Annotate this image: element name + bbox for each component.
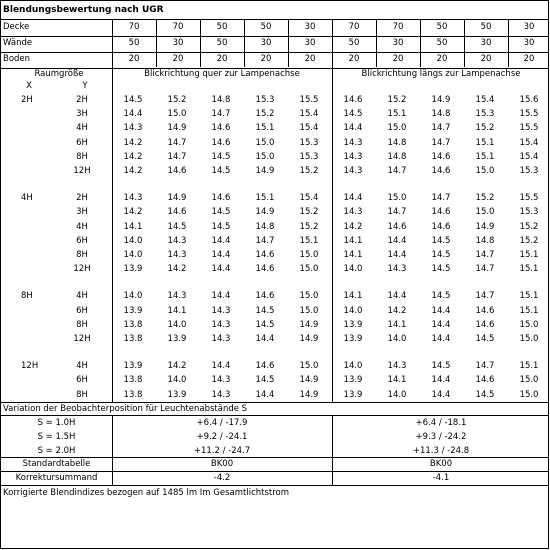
ugr-value: 14.4 xyxy=(431,389,451,400)
room-size-label: Raumgröße xyxy=(34,69,84,79)
reflectance-value: 20 xyxy=(260,54,272,64)
correction-label: Korrektursummand xyxy=(15,473,98,483)
ugr-value: 14.8 xyxy=(475,235,495,246)
ugr-value: 15.2 xyxy=(299,207,319,218)
ugr-value: 14.5 xyxy=(431,264,451,275)
ugr-value: 15.3 xyxy=(299,137,319,148)
ugr-value: 15.3 xyxy=(255,95,275,105)
ugr-value: 14.4 xyxy=(343,123,363,134)
reflectance-label: Wände xyxy=(3,38,33,48)
ugr-value: 14.4 xyxy=(123,109,143,120)
ugr-value: 15.2 xyxy=(299,166,319,176)
table-title: Blendungsbewertung nach UGR xyxy=(3,5,164,15)
ugr-value: 15.5 xyxy=(299,95,319,105)
ugr-value: 14.0 xyxy=(167,375,187,386)
row-y-value: 6H xyxy=(76,305,88,316)
ugr-value: 14.5 xyxy=(211,166,231,176)
standard-label: Standardtabelle xyxy=(22,459,91,469)
ugr-value: 14.2 xyxy=(123,207,143,218)
reflectance-value: 20 xyxy=(172,54,184,64)
ugr-value: 15.3 xyxy=(519,166,539,176)
row-y-value: 8H xyxy=(76,250,88,260)
ugr-value: 15.3 xyxy=(519,207,539,218)
ugr-value: 14.4 xyxy=(431,305,451,316)
ugr-value: 14.6 xyxy=(211,137,231,148)
ugr-value: 14.8 xyxy=(387,151,407,162)
reflectance-col-divider xyxy=(420,19,421,67)
ugr-value: 15.0 xyxy=(299,361,319,372)
ugr-value: 15.4 xyxy=(475,95,495,105)
ugr-value: 14.4 xyxy=(255,334,275,344)
reflectance-value: 20 xyxy=(523,54,535,64)
spacing-label: S = 1.0H xyxy=(37,418,76,428)
ugr-value: 14.4 xyxy=(343,193,363,204)
ugr-value: 14.5 xyxy=(211,207,231,218)
ugr-value: 14.2 xyxy=(343,221,363,232)
ugr-value: 14.4 xyxy=(387,235,407,246)
reflectance-value: 70 xyxy=(392,22,404,32)
ugr-value: 14.0 xyxy=(123,250,143,260)
ugr-value: 14.9 xyxy=(299,389,319,400)
row-x-value: 12H xyxy=(21,361,39,372)
ugr-value: 14.7 xyxy=(431,137,451,148)
ugr-value: 14.6 xyxy=(211,123,231,134)
ugr-value: 14.9 xyxy=(299,334,319,344)
reflectance-value: 50 xyxy=(128,38,140,48)
reflectance-value: 20 xyxy=(348,54,360,64)
ugr-value: 15.0 xyxy=(519,375,539,386)
ugr-value: 15.0 xyxy=(475,166,495,176)
ugr-value: 15.4 xyxy=(299,123,319,134)
row-y-value: 3H xyxy=(76,109,88,120)
ugr-value: 13.9 xyxy=(343,375,363,386)
ugr-value: 14.0 xyxy=(387,334,407,344)
row-y-value: 12H xyxy=(73,264,91,275)
ugr-value: 13.9 xyxy=(343,389,363,400)
row-y-value: 8H xyxy=(76,151,88,162)
reflectance-value: 20 xyxy=(392,54,404,64)
ugr-value: 14.4 xyxy=(387,291,407,302)
ugr-value: 14.2 xyxy=(123,166,143,176)
variation-quer: +6.4 / -17.9 xyxy=(196,418,248,428)
ugr-value: 14.3 xyxy=(211,319,231,330)
reflectance-col-divider xyxy=(112,19,113,67)
ugr-value: 14.5 xyxy=(343,109,363,120)
ugr-value: 13.9 xyxy=(123,264,143,275)
row-y-value: 8H xyxy=(76,319,88,330)
quer-header: Blickrichtung quer zur Lampenachse xyxy=(144,69,300,79)
ugr-value: 14.4 xyxy=(431,334,451,344)
ugr-value: 15.4 xyxy=(519,137,539,148)
ugr-value: 15.1 xyxy=(475,151,495,162)
ugr-value: 14.6 xyxy=(167,166,187,176)
variation-laengs: +9.3 / -24.2 xyxy=(415,432,467,442)
ugr-value: 14.5 xyxy=(475,334,495,344)
ugr-value: 14.8 xyxy=(255,221,275,232)
ugr-value: 15.5 xyxy=(519,123,539,134)
ugr-value: 14.8 xyxy=(387,137,407,148)
ugr-value: 13.9 xyxy=(123,361,143,372)
ugr-value: 14.6 xyxy=(387,221,407,232)
ugr-value: 14.2 xyxy=(387,305,407,316)
reflectance-value: 30 xyxy=(523,38,535,48)
row-y-value: 6H xyxy=(76,137,88,148)
reflectance-value: 30 xyxy=(392,38,404,48)
ugr-value: 14.5 xyxy=(255,319,275,330)
standard-quer: BK00 xyxy=(210,459,234,469)
reflectance-col-divider xyxy=(464,19,465,67)
ugr-value: 14.6 xyxy=(475,375,495,386)
ugr-value: 14.9 xyxy=(255,166,275,176)
ugr-value: 14.0 xyxy=(123,291,143,302)
ugr-value: 14.5 xyxy=(167,221,187,232)
ugr-value: 15.6 xyxy=(519,95,539,105)
ugr-value: 14.3 xyxy=(343,137,363,148)
ugr-value: 13.9 xyxy=(123,305,143,316)
reflectance-col-divider xyxy=(200,19,201,67)
ugr-value: 15.2 xyxy=(519,235,539,246)
ugr-value: 15.0 xyxy=(255,151,275,162)
ugr-value: 15.2 xyxy=(299,221,319,232)
ugr-value: 14.3 xyxy=(167,250,187,260)
ugr-value: 14.5 xyxy=(123,95,143,105)
ugr-value: 14.2 xyxy=(167,264,187,275)
ugr-value: 14.5 xyxy=(431,250,451,260)
ugr-value: 14.7 xyxy=(475,361,495,372)
reflectance-col-divider xyxy=(508,19,509,67)
correction-quer: -4.2 xyxy=(213,473,231,483)
row-y-value: 6H xyxy=(76,375,88,386)
x-header: X xyxy=(26,81,32,91)
ugr-value: 14.7 xyxy=(255,235,275,246)
ugr-value: 15.1 xyxy=(519,291,539,302)
ugr-value: 14.7 xyxy=(387,166,407,176)
row-y-value: 8H xyxy=(76,389,88,400)
ugr-value: 15.1 xyxy=(519,305,539,316)
main-col-divider xyxy=(332,67,333,403)
row-y-value: 2H xyxy=(76,193,88,204)
ugr-value: 13.9 xyxy=(167,334,187,344)
row-x-value: 8H xyxy=(21,291,33,302)
standard-laengs: BK00 xyxy=(429,459,453,469)
ugr-value: 15.5 xyxy=(519,109,539,120)
ugr-value: 14.7 xyxy=(475,250,495,260)
ugr-value: 14.3 xyxy=(211,305,231,316)
ugr-value: 15.2 xyxy=(519,221,539,232)
ugr-value: 14.6 xyxy=(255,361,275,372)
reflectance-value: 30 xyxy=(304,38,316,48)
ugr-value: 15.2 xyxy=(387,95,407,105)
ugr-value: 14.7 xyxy=(167,151,187,162)
reflectance-col-divider xyxy=(244,19,245,67)
ugr-value: 14.6 xyxy=(431,207,451,218)
ugr-value: 15.0 xyxy=(519,319,539,330)
ugr-value: 14.5 xyxy=(431,235,451,246)
ugr-value: 14.5 xyxy=(431,361,451,372)
reflectance-value: 50 xyxy=(216,38,228,48)
ugr-value: 14.1 xyxy=(343,291,363,302)
variation-quer: +9.2 / -24.1 xyxy=(196,432,248,442)
row-y-value: 4H xyxy=(76,361,88,372)
ugr-value: 14.6 xyxy=(431,166,451,176)
ugr-value: 13.9 xyxy=(343,334,363,344)
reflectance-col-divider xyxy=(156,19,157,67)
ugr-value: 15.2 xyxy=(167,95,187,105)
ugr-value: 15.0 xyxy=(299,291,319,302)
ugr-value: 14.4 xyxy=(211,361,231,372)
ugr-value: 14.4 xyxy=(211,291,231,302)
ugr-value: 15.1 xyxy=(475,137,495,148)
ugr-value: 14.6 xyxy=(255,264,275,275)
ugr-value: 14.3 xyxy=(123,123,143,134)
reflectance-value: 30 xyxy=(523,22,535,32)
reflectance-value: 20 xyxy=(304,54,316,64)
ugr-value: 14.4 xyxy=(431,319,451,330)
reflectance-value: 50 xyxy=(480,22,492,32)
ugr-value: 14.5 xyxy=(475,389,495,400)
row-y-value: 2H xyxy=(76,95,88,105)
ugr-value: 15.0 xyxy=(299,305,319,316)
ugr-value: 14.3 xyxy=(343,166,363,176)
ugr-value: 15.4 xyxy=(299,109,319,120)
ugr-value: 14.5 xyxy=(211,151,231,162)
reflectance-value: 30 xyxy=(260,38,272,48)
laengs-header: Blickrichtung längs zur Lampenachse xyxy=(361,69,521,79)
ugr-value: 14.5 xyxy=(431,291,451,302)
ugr-value: 14.0 xyxy=(387,389,407,400)
ugr-value: 14.3 xyxy=(211,375,231,386)
ugr-value: 14.6 xyxy=(431,151,451,162)
ugr-value: 15.2 xyxy=(255,109,275,120)
ugr-value: 14.5 xyxy=(255,375,275,386)
ugr-value: 14.9 xyxy=(475,221,495,232)
reflectance-label: Decke xyxy=(3,22,30,32)
ugr-value: 14.2 xyxy=(167,361,187,372)
ugr-value: 13.9 xyxy=(343,319,363,330)
ugr-value: 15.0 xyxy=(387,123,407,134)
row-y-value: 12H xyxy=(73,166,91,176)
row-x-value: 4H xyxy=(21,193,33,204)
ugr-value: 14.2 xyxy=(123,151,143,162)
ugr-value: 13.9 xyxy=(167,389,187,400)
reflectance-col-divider xyxy=(332,19,333,67)
ugr-value: 14.8 xyxy=(431,109,451,120)
ugr-value: 15.0 xyxy=(387,193,407,204)
spacing-label: S = 1.5H xyxy=(37,432,76,442)
row-y-value: 6H xyxy=(76,235,88,246)
ugr-value: 13.8 xyxy=(123,375,143,386)
reflectance-value: 50 xyxy=(260,22,272,32)
ugr-value: 14.5 xyxy=(211,221,231,232)
ugr-value: 14.3 xyxy=(343,207,363,218)
ugr-value: 14.3 xyxy=(387,361,407,372)
ugr-value: 14.6 xyxy=(431,221,451,232)
ugr-value: 14.6 xyxy=(255,250,275,260)
reflectance-value: 70 xyxy=(348,22,360,32)
main-col-divider xyxy=(112,67,113,403)
ugr-value: 14.9 xyxy=(167,123,187,134)
ugr-value: 14.0 xyxy=(343,361,363,372)
ugr-value: 14.4 xyxy=(211,235,231,246)
ugr-value: 15.0 xyxy=(299,250,319,260)
ugr-value: 14.6 xyxy=(475,305,495,316)
ugr-value: 15.3 xyxy=(475,109,495,120)
reflectance-value: 20 xyxy=(216,54,228,64)
row-y-value: 4H xyxy=(76,221,88,232)
ugr-value: 14.0 xyxy=(123,235,143,246)
ugr-value: 14.1 xyxy=(123,221,143,232)
variation-title: Variation der Beobachterposition für Leuchtenabstände S xyxy=(3,404,248,414)
ugr-value: 15.1 xyxy=(299,235,319,246)
ugr-value: 14.3 xyxy=(167,235,187,246)
ugr-value: 15.1 xyxy=(255,193,275,204)
ugr-value: 14.1 xyxy=(343,235,363,246)
ugr-value: 14.8 xyxy=(211,95,231,105)
ugr-value: 14.4 xyxy=(387,250,407,260)
ugr-value: 14.9 xyxy=(299,319,319,330)
spacing-label: S = 2.0H xyxy=(37,446,76,456)
ugr-value: 15.0 xyxy=(167,109,187,120)
reflectance-value: 50 xyxy=(216,22,228,32)
ugr-value: 14.1 xyxy=(167,305,187,316)
ugr-value: 14.3 xyxy=(167,291,187,302)
ugr-value: 14.3 xyxy=(343,151,363,162)
footer-divider xyxy=(1,485,548,486)
ugr-value: 14.7 xyxy=(167,137,187,148)
ugr-value: 14.2 xyxy=(123,137,143,148)
ugr-value: 14.0 xyxy=(343,264,363,275)
ugr-value: 14.0 xyxy=(343,305,363,316)
ugr-value: 14.6 xyxy=(475,319,495,330)
ugr-value: 14.7 xyxy=(475,291,495,302)
ugr-value: 14.3 xyxy=(123,193,143,204)
ugr-value: 15.1 xyxy=(519,361,539,372)
ugr-value: 14.3 xyxy=(211,389,231,400)
ugr-value: 14.7 xyxy=(211,109,231,120)
reflectance-label: Boden xyxy=(3,54,31,64)
ugr-value: 14.6 xyxy=(167,207,187,218)
variation-laengs: +11.3 / -24.8 xyxy=(412,446,470,456)
ugr-value: 15.1 xyxy=(519,264,539,275)
variation-laengs: +6.4 / -18.1 xyxy=(415,418,467,428)
ugr-value: 15.0 xyxy=(519,334,539,344)
ugr-value: 15.2 xyxy=(475,123,495,134)
reflectance-value: 20 xyxy=(128,54,140,64)
reflectance-value: 30 xyxy=(480,38,492,48)
ugr-value: 14.1 xyxy=(343,250,363,260)
ugr-value: 14.4 xyxy=(431,375,451,386)
ugr-value: 14.3 xyxy=(387,264,407,275)
ugr-value: 15.2 xyxy=(475,193,495,204)
reflectance-col-divider xyxy=(376,19,377,67)
ugr-value: 15.0 xyxy=(519,389,539,400)
ugr-value: 15.3 xyxy=(299,151,319,162)
ugr-value: 14.4 xyxy=(255,389,275,400)
ugr-value: 14.6 xyxy=(211,193,231,204)
ugr-value: 15.0 xyxy=(255,137,275,148)
title-divider xyxy=(1,19,548,20)
ugr-value: 14.1 xyxy=(387,319,407,330)
ugr-value: 13.8 xyxy=(123,389,143,400)
ugr-value: 14.3 xyxy=(211,334,231,344)
ugr-value: 14.9 xyxy=(167,193,187,204)
reflectance-value: 70 xyxy=(128,22,140,32)
ugr-value: 15.0 xyxy=(475,207,495,218)
ugr-value: 13.8 xyxy=(123,319,143,330)
ugr-value: 14.9 xyxy=(255,207,275,218)
row-y-value: 4H xyxy=(76,291,88,302)
reflectance-value: 70 xyxy=(172,22,184,32)
ugr-value: 14.6 xyxy=(343,95,363,105)
correction-laengs: -4.1 xyxy=(432,473,450,483)
ugr-value: 14.7 xyxy=(387,207,407,218)
reflectance-value: 30 xyxy=(172,38,184,48)
variation-quer: +11.2 / -24.7 xyxy=(193,446,251,456)
ugr-value: 14.9 xyxy=(299,375,319,386)
ugr-value: 14.6 xyxy=(255,291,275,302)
ugr-value: 14.7 xyxy=(431,193,451,204)
ugr-value: 14.1 xyxy=(387,375,407,386)
ugr-value: 13.8 xyxy=(123,334,143,344)
ugr-value: 15.5 xyxy=(519,193,539,204)
ugr-value: 14.5 xyxy=(255,305,275,316)
reflectance-col-divider xyxy=(288,19,289,67)
ugr-value: 14.7 xyxy=(431,123,451,134)
ugr-value: 15.4 xyxy=(299,193,319,204)
row-y-value: 12H xyxy=(73,334,91,344)
footer-note: Korrigierte Blendindizes bezogen auf 1485 lm Im Gesamtlichtstrom xyxy=(3,488,290,498)
row-y-value: 3H xyxy=(76,207,88,218)
ugr-value: 15.0 xyxy=(299,264,319,275)
reflectance-value: 50 xyxy=(348,38,360,48)
reflectance-value: 30 xyxy=(304,22,316,32)
row-y-value: 4H xyxy=(76,123,88,134)
ugr-value: 14.4 xyxy=(211,264,231,275)
ugr-value: 14.0 xyxy=(167,319,187,330)
ugr-value: 15.1 xyxy=(387,109,407,120)
row-x-value: 2H xyxy=(21,95,33,105)
ugr-value: 14.9 xyxy=(431,95,451,105)
ugr-value: 14.7 xyxy=(475,264,495,275)
reflectance-value: 50 xyxy=(436,22,448,32)
ugr-value: 15.1 xyxy=(255,123,275,134)
reflectance-value: 50 xyxy=(436,38,448,48)
reflectance-value: 20 xyxy=(436,54,448,64)
variation-divider xyxy=(1,415,548,416)
reflectance-value: 20 xyxy=(480,54,492,64)
y-header: Y xyxy=(82,81,88,91)
ugr-value: 14.4 xyxy=(211,250,231,260)
ugr-value: 15.4 xyxy=(519,151,539,162)
ugr-value: 15.1 xyxy=(519,250,539,260)
